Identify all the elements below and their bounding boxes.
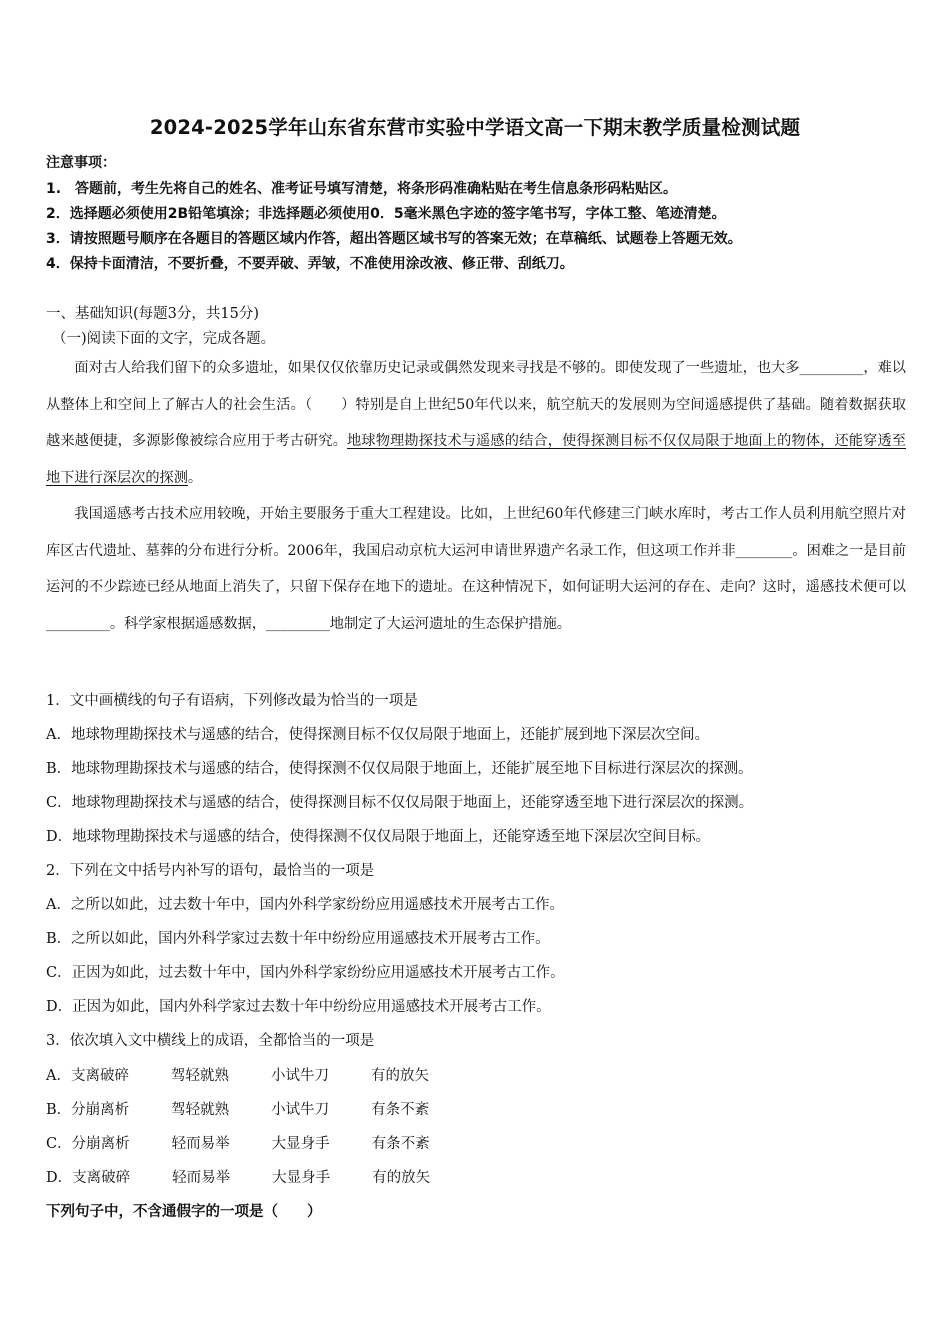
question-2-option-b: B．之所以如此，国内外科学家过去数十年中纷纷应用遥感技术开展考古工作。 xyxy=(46,931,550,947)
question-2-option-a: A．之所以如此，过去数十年中，国内外科学家纷纷应用遥感技术开展考古工作。 xyxy=(46,897,564,913)
question-1-option-b: B．地球物理勘探技术与遥感的结合，使得探测不仅仅局限于地面上，还能扩展至地下目标进行深层次的探测。 xyxy=(46,761,753,777)
idiom: 支离破碎 xyxy=(70,1068,129,1084)
notice-item-4: 4．保持卡面清洁，不要折叠，不要弄破、弄皱，不准使用涂改液、修正带、刮纸刀。 xyxy=(46,256,574,272)
idiom: 轻而易举 xyxy=(171,1136,230,1152)
question-3-stem: 3．依次填入文中横线上的成语，全都恰当的一项是 xyxy=(46,1033,375,1049)
passage-p1-end: 。 xyxy=(187,469,203,486)
idiom: 驾轻就熟 xyxy=(170,1068,229,1084)
idiom: 有条不紊 xyxy=(371,1136,430,1152)
notice-item-2: 2．选择题必须使用2B铅笔填涂；非选择题必须使用0．5毫米黑色字迹的签字笔书写，字体工整、笔迹清楚。 xyxy=(46,206,726,222)
question-1-option-a: A．地球物理勘探技术与遥感的结合，使得探测目标不仅仅局限于地面上，还能扩展到地下深层次空间。 xyxy=(46,727,709,743)
question-3-option-b xyxy=(46,1098,471,1119)
question-4-stem: 下列句子中，不含通假字的一项是（ ） xyxy=(46,1204,322,1220)
idiom: 大显身手 xyxy=(272,1170,331,1186)
idiom: 有条不紊 xyxy=(371,1102,430,1118)
question-2-option-d: D．正因为如此，国内外科学家过去数十年中纷纷应用遥感技术开展考古工作。 xyxy=(46,999,551,1015)
idiom: 大显身手 xyxy=(271,1136,330,1152)
notice-heading: 注意事项： xyxy=(46,155,116,171)
idiom: 驾轻就熟 xyxy=(171,1102,230,1118)
question-1-option-d: D．地球物理勘探技术与遥感的结合，使得探测不仅仅局限于地面上，还能穿透至地下深层次空间目标。 xyxy=(46,829,711,845)
question-1-option-c: C．地球物理勘探技术与遥感的结合，使得探测目标不仅仅局限于地面上，还能穿透至地下进行深层次的探测。 xyxy=(46,795,754,811)
option-letter: B． xyxy=(46,1102,72,1118)
question-1-stem: 1．文中画横线的句子有语病，下列修改最为恰当的一项是 xyxy=(46,693,418,709)
passage-paragraph-1 xyxy=(46,350,906,496)
idiom: 分崩离析 xyxy=(71,1136,130,1152)
notice-item-3: 3．请按照题号顺序在各题目的答题区域内作答，超出答题区域书写的答案无效；在草稿纸、试题卷上答题无效。 xyxy=(46,231,742,247)
option-letter: C． xyxy=(46,1136,72,1152)
question-3-option-c xyxy=(46,1132,472,1153)
idiom: 分崩离析 xyxy=(71,1102,130,1118)
idiom: 有的放矢 xyxy=(372,1170,431,1186)
question-3-option-a xyxy=(46,1064,471,1085)
idiom: 小试牛刀 xyxy=(270,1068,329,1084)
question-2-option-c: C．正因为如此，过去数十年中，国内外科学家纷纷应用遥感技术开展考古工作。 xyxy=(46,965,565,981)
passage-paragraph-2: 我国遥感考古技术应用较晚，开始主要服务于重大工程建设。比如，上世纪60年代修建三门峡水库时，考古工作人员利用航空照片对库区古代遗址、墓葬的分布进行分析。2006年，我国启动京杭大运河申请世界遗产名录工作，但这项工作并非________。困难之一是目前运河的不少踪迹已经从地面上消失了，只留下保存在地下的遗址。在这种情况下，如何证明大运河的存在、走向？这时，遥感技术便可以_________。科学家根据遥感数据，_________地制定了大运河遗址的生态保护措施。 xyxy=(46,506,906,632)
passage-p1-text: 面对古人给我们留下的众多遗址，如果仅仅依靠历史记录或偶然发现来寻找是不够的。即使发现了一些遗址，也大多_________，难以从整体上和空间上了解古人的社会生活。（ ）特别是自上世纪50年代以来，航空航天的发展则为空间遥感提供了基础。随着数据获取越来越便捷，多源影像被综合应用于考古研究。 xyxy=(46,360,906,449)
idiom: 小试牛刀 xyxy=(271,1102,330,1118)
idiom: 支离破碎 xyxy=(72,1170,131,1186)
option-letter: D． xyxy=(46,1170,73,1186)
page-title: 2024-2025学年山东省东营市实验中学语文高一下期末教学质量检测试题 xyxy=(149,116,801,139)
idiom: 轻而易举 xyxy=(172,1170,231,1186)
idiom: 有的放矢 xyxy=(370,1068,429,1084)
underlined-sentence: 地球物理勘探技术与遥感的结合，使得探测目标不仅仅局限于地面上的物体，还能穿透至地下进行深层次的探测 xyxy=(46,433,906,486)
question-2-stem: 2．下列在文中括号内补写的语句，最恰当的一项是 xyxy=(46,863,375,879)
section-heading: 一、基础知识(每题3分，共15分) xyxy=(46,306,259,322)
option-letter: A． xyxy=(46,1068,71,1084)
notice-item-1: 1. 答题前，考生先将自己的姓名、准考证号填写清楚，将条形码准确粘贴在考生信息条形码粘贴区。 xyxy=(46,181,678,197)
question-3-option-d xyxy=(46,1166,472,1187)
section-subheading: （一)阅读下面的文字，完成各题。 xyxy=(52,331,276,347)
